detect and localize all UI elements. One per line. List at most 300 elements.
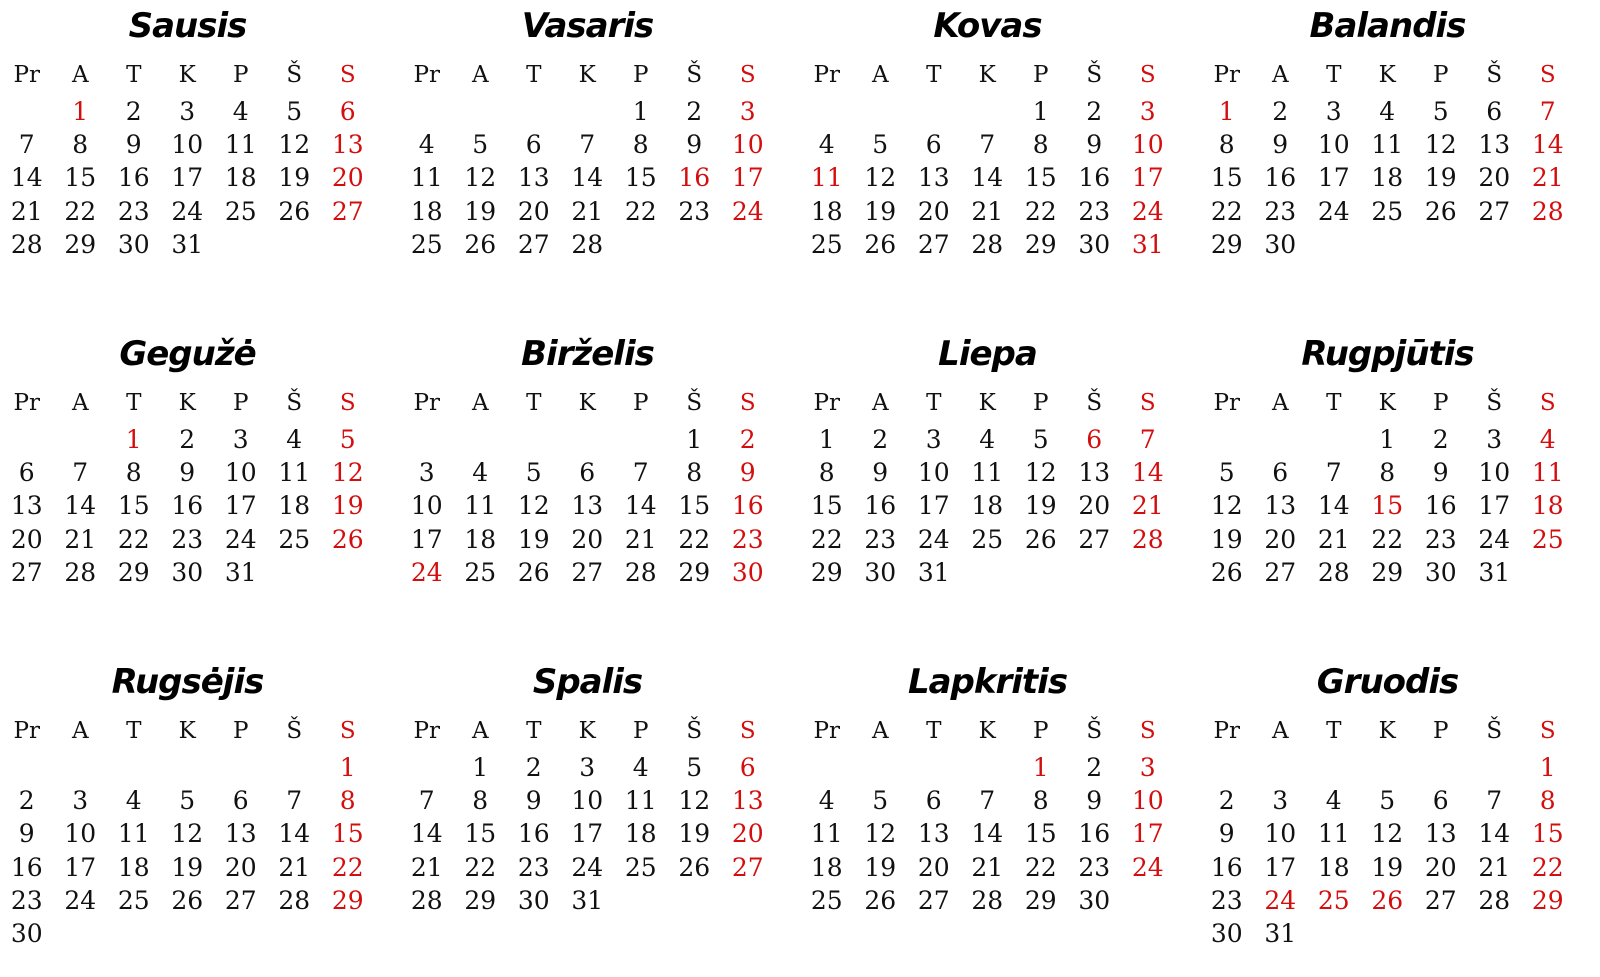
day-cell: 17 <box>224 491 257 521</box>
weekday-label: A <box>471 389 489 416</box>
day-cell: 9 <box>179 458 196 488</box>
day-cell: 26 <box>517 557 550 587</box>
day-cell: 7 <box>418 786 435 816</box>
week-row <box>1200 851 1575 884</box>
day-cell: 25 <box>410 229 443 259</box>
day-cell: 3 <box>1325 97 1342 127</box>
month-title: Rugsėjis <box>111 662 264 702</box>
day-cell: 19 <box>1371 852 1404 882</box>
day-cell: 5 <box>1379 786 1396 816</box>
day-cell: 14 <box>571 163 604 193</box>
day-cell: 8 <box>1032 130 1049 160</box>
day-cell: 9 <box>1086 786 1103 816</box>
day-cell: 2 <box>1086 97 1103 127</box>
day-cell: 27 <box>331 196 364 226</box>
day-cell: 20 <box>517 196 550 226</box>
day-cell: 3 <box>739 97 756 127</box>
week-row <box>400 128 775 161</box>
day-cell: 29 <box>1371 557 1404 587</box>
day-cell: 11 <box>1371 130 1404 160</box>
day-cell: 2 <box>179 425 196 455</box>
month-grid <box>1200 383 1575 589</box>
day-cell: 8 <box>1539 786 1556 816</box>
weekday-label: Pr <box>13 717 40 744</box>
day-cell: 11 <box>971 458 1004 488</box>
day-cell: 22 <box>331 852 364 882</box>
day-cell: 21 <box>624 524 657 554</box>
day-cell: 16 <box>1264 163 1297 193</box>
weekday-label: Š <box>286 61 303 88</box>
day-cell: 31 <box>917 557 950 587</box>
weekday-label: P <box>633 717 649 744</box>
day-cell: 2 <box>872 425 889 455</box>
weekday-header <box>1200 383 1575 423</box>
day-cell: 15 <box>1024 819 1057 849</box>
day-cell: 6 <box>1086 425 1103 455</box>
day-cell: 1 <box>632 97 649 127</box>
day-cell: 4 <box>125 786 142 816</box>
day-cell: 8 <box>686 458 703 488</box>
day-cell: 25 <box>971 524 1004 554</box>
day-cell: 12 <box>464 163 497 193</box>
weekday-label: K <box>1378 717 1396 744</box>
month-block <box>400 656 800 976</box>
day-cell: 28 <box>1531 196 1564 226</box>
weekday-label: Pr <box>1213 717 1240 744</box>
month-grid <box>400 55 775 261</box>
day-cell: 3 <box>232 425 249 455</box>
day-cell: 19 <box>1024 491 1057 521</box>
day-cell: 10 <box>917 458 950 488</box>
day-cell: 24 <box>1478 524 1511 554</box>
day-cell: 14 <box>1531 130 1564 160</box>
week-row <box>800 751 1175 784</box>
day-cell: 18 <box>278 491 311 521</box>
day-cell: 21 <box>1478 852 1511 882</box>
day-cell: 23 <box>1424 524 1457 554</box>
day-cell: 14 <box>64 491 97 521</box>
week-row <box>400 851 775 884</box>
weekday-label: A <box>1271 61 1289 88</box>
day-cell: 11 <box>117 819 150 849</box>
day-cell: 2 <box>18 786 35 816</box>
day-cell: 23 <box>171 524 204 554</box>
day-cell: 15 <box>1024 163 1057 193</box>
weekday-label: S <box>1539 717 1556 744</box>
weekday-label: K <box>978 717 996 744</box>
weekday-label: K <box>978 389 996 416</box>
day-cell: 10 <box>224 458 257 488</box>
day-cell: 24 <box>224 524 257 554</box>
day-cell: 9 <box>525 786 542 816</box>
day-cell: 31 <box>1264 919 1297 949</box>
weekday-label: S <box>1139 389 1156 416</box>
day-cell: 20 <box>1264 524 1297 554</box>
day-cell: 21 <box>971 852 1004 882</box>
day-cell: 11 <box>278 458 311 488</box>
weekday-label: Š <box>286 717 303 744</box>
day-cell: 25 <box>117 885 150 915</box>
day-cell: 30 <box>1078 885 1111 915</box>
day-cell: 1 <box>72 97 89 127</box>
day-cell: 1 <box>1539 753 1556 783</box>
week-row <box>400 423 775 456</box>
day-cell: 6 <box>739 753 756 783</box>
day-cell: 20 <box>1478 163 1511 193</box>
weekday-label: A <box>71 389 89 416</box>
day-cell: 19 <box>678 819 711 849</box>
day-cell: 20 <box>1078 491 1111 521</box>
weekday-label: T <box>926 61 942 88</box>
week-row <box>0 523 375 556</box>
weekday-label: A <box>71 61 89 88</box>
day-cell: 6 <box>925 130 942 160</box>
day-cell: 29 <box>1210 229 1243 259</box>
week-row <box>800 161 1175 194</box>
day-cell: 7 <box>979 130 996 160</box>
weekday-label: S <box>1139 61 1156 88</box>
weekday-label: T <box>1326 61 1342 88</box>
weekday-label: T <box>126 389 142 416</box>
day-cell: 5 <box>1032 425 1049 455</box>
day-cell: 21 <box>64 524 97 554</box>
weekday-label: A <box>471 717 489 744</box>
day-cell: 18 <box>624 819 657 849</box>
day-cell: 11 <box>1531 458 1564 488</box>
day-cell: 17 <box>1131 163 1164 193</box>
day-cell: 28 <box>1131 524 1164 554</box>
weekday-label: Pr <box>1213 61 1240 88</box>
weekday-label: P <box>1033 61 1049 88</box>
day-cell: 3 <box>418 458 435 488</box>
week-row <box>0 917 375 950</box>
day-cell: 10 <box>171 130 204 160</box>
day-cell: 13 <box>224 819 257 849</box>
weekday-label: S <box>1139 717 1156 744</box>
day-cell: 30 <box>1078 229 1111 259</box>
day-cell: 3 <box>1486 425 1503 455</box>
day-cell: 26 <box>864 229 897 259</box>
month-grid <box>800 383 1175 589</box>
weekday-header <box>400 55 775 95</box>
day-cell: 30 <box>1264 229 1297 259</box>
day-cell: 30 <box>517 885 550 915</box>
day-cell: 6 <box>339 97 356 127</box>
day-cell: 8 <box>632 130 649 160</box>
day-cell: 14 <box>971 163 1004 193</box>
day-cell: 24 <box>1264 885 1297 915</box>
day-cell: 12 <box>278 130 311 160</box>
day-cell: 24 <box>410 557 443 587</box>
day-cell: 18 <box>1531 491 1564 521</box>
day-cell: 7 <box>72 458 89 488</box>
month-grid <box>800 711 1175 917</box>
day-cell: 13 <box>731 786 764 816</box>
weekday-label: Pr <box>413 61 440 88</box>
weekday-label: S <box>339 389 356 416</box>
day-cell: 12 <box>1371 819 1404 849</box>
day-cell: 8 <box>1218 130 1235 160</box>
day-cell: 21 <box>971 196 1004 226</box>
day-cell: 30 <box>10 919 43 949</box>
weekday-label: P <box>1433 389 1449 416</box>
day-cell: 20 <box>1424 852 1457 882</box>
weekday-label: S <box>339 717 356 744</box>
week-row <box>800 556 1175 589</box>
day-cell: 2 <box>1272 97 1289 127</box>
day-cell: 3 <box>72 786 89 816</box>
day-cell: 17 <box>1317 163 1350 193</box>
day-cell: 9 <box>125 130 142 160</box>
day-cell: 22 <box>64 196 97 226</box>
day-cell: 24 <box>1131 852 1164 882</box>
day-cell: 6 <box>525 130 542 160</box>
weekday-header <box>0 711 375 751</box>
day-cell: 14 <box>278 819 311 849</box>
day-cell: 26 <box>278 196 311 226</box>
day-cell: 4 <box>1539 425 1556 455</box>
week-row <box>0 751 375 784</box>
weekday-label: T <box>926 389 942 416</box>
day-cell: 26 <box>1424 196 1457 226</box>
day-cell: 16 <box>731 491 764 521</box>
weekday-label: A <box>71 717 89 744</box>
day-cell: 26 <box>678 852 711 882</box>
day-cell: 22 <box>464 852 497 882</box>
day-cell: 17 <box>410 524 443 554</box>
month-title: Sausis <box>128 6 247 46</box>
day-cell: 18 <box>117 852 150 882</box>
day-cell: 10 <box>1478 458 1511 488</box>
day-cell: 15 <box>331 819 364 849</box>
weekday-label: P <box>233 717 249 744</box>
day-cell: 26 <box>1371 885 1404 915</box>
day-cell: 21 <box>1131 491 1164 521</box>
month-title: Balandis <box>1309 6 1466 46</box>
day-cell: 5 <box>1218 458 1235 488</box>
week-row <box>800 128 1175 161</box>
weekday-label: T <box>126 61 142 88</box>
day-cell: 20 <box>224 852 257 882</box>
weekday-label: Š <box>1086 717 1103 744</box>
day-cell: 1 <box>686 425 703 455</box>
day-cell: 5 <box>525 458 542 488</box>
week-row <box>400 751 775 784</box>
day-cell: 22 <box>810 524 843 554</box>
day-cell: 21 <box>10 196 43 226</box>
day-cell: 10 <box>1131 130 1164 160</box>
day-cell: 10 <box>410 491 443 521</box>
day-cell: 23 <box>517 852 550 882</box>
day-cell: 22 <box>1024 196 1057 226</box>
day-cell: 4 <box>1379 97 1396 127</box>
day-cell: 13 <box>571 491 604 521</box>
day-cell: 10 <box>1264 819 1297 849</box>
day-cell: 16 <box>517 819 550 849</box>
month-title: Lapkritis <box>907 662 1068 702</box>
week-row <box>0 95 375 128</box>
day-cell: 12 <box>331 458 364 488</box>
day-cell: 22 <box>117 524 150 554</box>
weekday-label: S <box>1539 61 1556 88</box>
week-row <box>0 556 375 589</box>
weekday-header <box>800 383 1175 423</box>
day-cell: 6 <box>1272 458 1289 488</box>
day-cell: 31 <box>171 229 204 259</box>
month-block <box>1200 328 1600 648</box>
day-cell: 29 <box>117 557 150 587</box>
day-cell: 5 <box>872 130 889 160</box>
day-cell: 14 <box>624 491 657 521</box>
week-row <box>400 228 775 261</box>
day-cell: 26 <box>464 229 497 259</box>
day-cell: 31 <box>1131 229 1164 259</box>
day-cell: 26 <box>1210 557 1243 587</box>
weekday-label: S <box>739 61 756 88</box>
day-cell: 2 <box>1432 425 1449 455</box>
month-grid <box>0 383 375 589</box>
day-cell: 11 <box>224 130 257 160</box>
day-cell: 13 <box>10 491 43 521</box>
day-cell: 27 <box>1078 524 1111 554</box>
weekday-label: K <box>578 717 596 744</box>
weekday-label: A <box>1271 389 1289 416</box>
weekday-label: K <box>178 717 196 744</box>
day-cell: 27 <box>917 885 950 915</box>
day-cell: 9 <box>739 458 756 488</box>
day-cell: 9 <box>1272 130 1289 160</box>
day-cell: 15 <box>624 163 657 193</box>
week-row <box>800 523 1175 556</box>
day-cell: 18 <box>810 852 843 882</box>
day-cell: 28 <box>1478 885 1511 915</box>
weekday-label: Pr <box>13 61 40 88</box>
weekday-label: Pr <box>813 61 840 88</box>
day-cell: 1 <box>125 425 142 455</box>
day-cell: 23 <box>731 524 764 554</box>
day-cell: 22 <box>1024 852 1057 882</box>
day-cell: 16 <box>1424 491 1457 521</box>
month-title: Spalis <box>532 662 643 702</box>
day-cell: 27 <box>917 229 950 259</box>
day-cell: 14 <box>1317 491 1350 521</box>
weekday-label: Š <box>1486 717 1503 744</box>
weekday-label: Š <box>286 389 303 416</box>
day-cell: 16 <box>864 491 897 521</box>
day-cell: 5 <box>339 425 356 455</box>
month-block <box>1200 656 1600 976</box>
month-grid <box>0 55 375 261</box>
week-row <box>800 784 1175 817</box>
day-cell: 19 <box>278 163 311 193</box>
week-row <box>400 95 775 128</box>
week-row <box>800 228 1175 261</box>
day-cell: 30 <box>1424 557 1457 587</box>
day-cell: 8 <box>818 458 835 488</box>
weekday-label: K <box>578 389 596 416</box>
weekday-label: Pr <box>413 717 440 744</box>
day-cell: 7 <box>1139 425 1156 455</box>
weekday-label: Š <box>1086 389 1103 416</box>
week-row <box>1200 817 1575 850</box>
weekday-label: Š <box>686 389 703 416</box>
week-row <box>1200 751 1575 784</box>
day-cell: 23 <box>1078 852 1111 882</box>
day-cell: 26 <box>331 524 364 554</box>
day-cell: 24 <box>917 524 950 554</box>
day-cell: 16 <box>678 163 711 193</box>
day-cell: 31 <box>224 557 257 587</box>
day-cell: 11 <box>624 786 657 816</box>
weekday-label: K <box>178 389 196 416</box>
day-cell: 25 <box>464 557 497 587</box>
day-cell: 21 <box>571 196 604 226</box>
day-cell: 18 <box>464 524 497 554</box>
day-cell: 30 <box>864 557 897 587</box>
day-cell: 15 <box>678 491 711 521</box>
day-cell: 8 <box>125 458 142 488</box>
day-cell: 19 <box>171 852 204 882</box>
day-cell: 28 <box>971 885 1004 915</box>
week-row <box>0 489 375 522</box>
day-cell: 4 <box>1325 786 1342 816</box>
day-cell: 23 <box>864 524 897 554</box>
month-grid <box>1200 711 1575 950</box>
day-cell: 7 <box>1539 97 1556 127</box>
day-cell: 27 <box>571 557 604 587</box>
day-cell: 20 <box>731 819 764 849</box>
weekday-label: A <box>871 717 889 744</box>
weekday-label: K <box>1378 389 1396 416</box>
day-cell: 23 <box>10 885 43 915</box>
day-cell: 4 <box>232 97 249 127</box>
day-cell: 15 <box>1531 819 1564 849</box>
week-row <box>0 423 375 456</box>
day-cell: 5 <box>286 97 303 127</box>
month-grid <box>800 55 1175 261</box>
weekday-label: A <box>871 389 889 416</box>
month-grid <box>400 711 775 917</box>
day-cell: 10 <box>1317 130 1350 160</box>
week-row <box>1200 195 1575 228</box>
day-cell: 23 <box>1078 196 1111 226</box>
day-cell: 13 <box>917 163 950 193</box>
week-row <box>400 161 775 194</box>
day-cell: 6 <box>1486 97 1503 127</box>
month-block <box>800 328 1200 648</box>
day-cell: 19 <box>517 524 550 554</box>
day-cell: 5 <box>872 786 889 816</box>
day-cell: 2 <box>1218 786 1235 816</box>
day-cell: 18 <box>410 196 443 226</box>
month-grid <box>0 711 375 950</box>
day-cell: 15 <box>1210 163 1243 193</box>
day-cell: 1 <box>1218 97 1235 127</box>
day-cell: 1 <box>1032 753 1049 783</box>
week-row <box>1200 228 1575 261</box>
weekday-label: T <box>526 717 542 744</box>
day-cell: 12 <box>1424 130 1457 160</box>
day-cell: 7 <box>632 458 649 488</box>
day-cell: 10 <box>571 786 604 816</box>
day-cell: 13 <box>1264 491 1297 521</box>
month-block <box>400 328 800 648</box>
week-row <box>0 161 375 194</box>
weekday-label: K <box>578 61 596 88</box>
day-cell: 29 <box>1531 885 1564 915</box>
day-cell: 19 <box>864 196 897 226</box>
week-row <box>1200 556 1575 589</box>
